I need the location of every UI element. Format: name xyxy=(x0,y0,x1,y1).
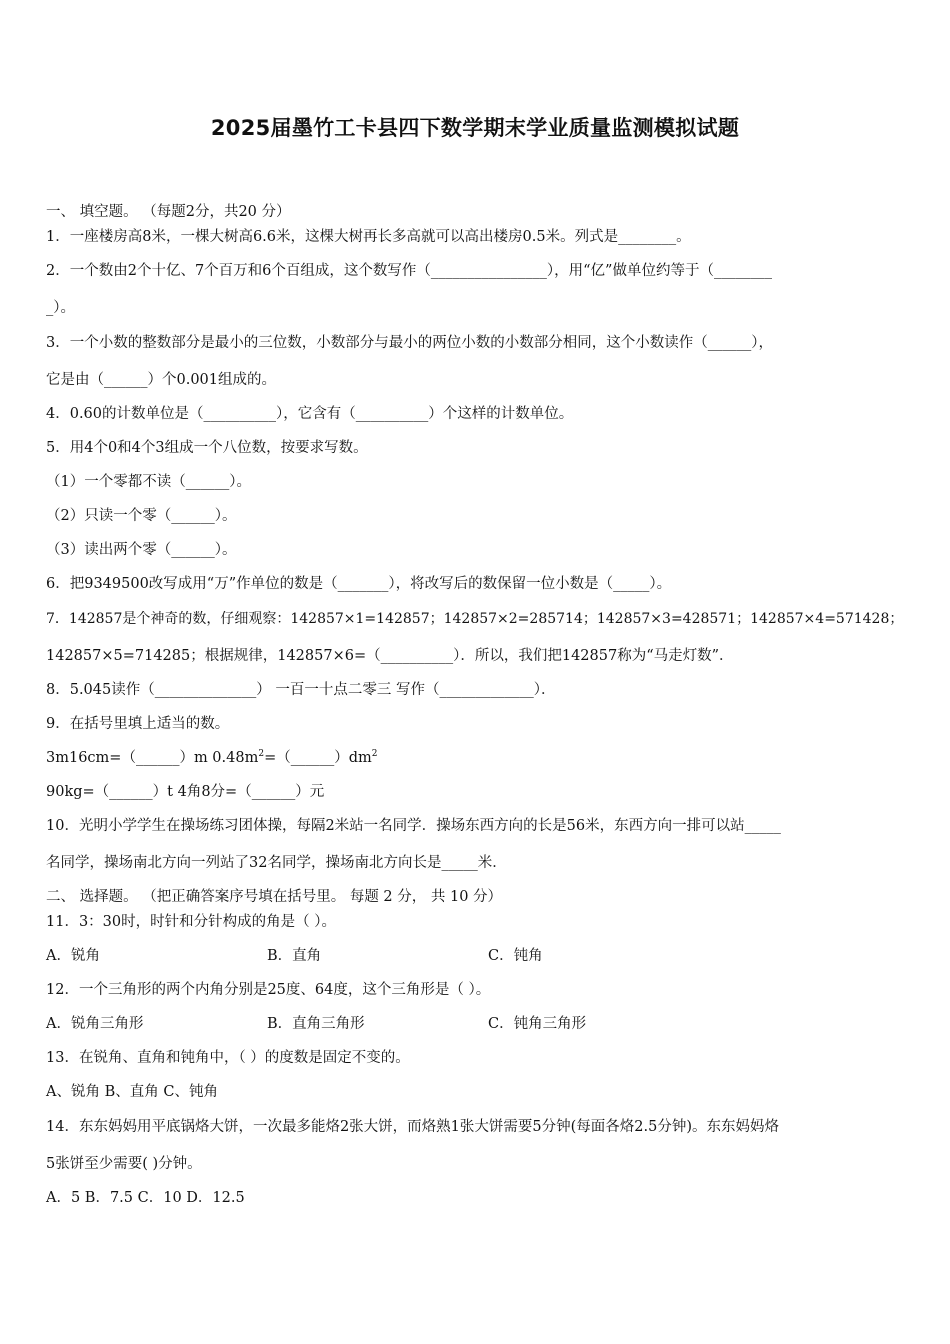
question-6: 6．把9349500改写成用“万”作单位的数是（_______），将改写后的数保留一位小数是（_____）。 xyxy=(46,576,672,592)
question-9: 9．在括号里填上适当的数。 xyxy=(46,716,230,732)
question-4: 4．0.60的计数单位是（__________），它含有（__________）个这样的计数单位。 xyxy=(46,406,574,422)
question-10-line-1: 10．光明小学学生在操场练习团体操，每隔2米站一名同学．操场东西方向的长是56米，东西方向一排可以站_____ xyxy=(46,818,781,834)
question-8: 8．5.045读作（______________） 一百一十点二零三 写作（_____________）． xyxy=(46,682,556,698)
section-heading-choice: 二、 选择题。 （把正确答案序号填在括号里。 每题 2 分， 共 10 分） xyxy=(46,889,503,905)
question-9-line-2: 90kg=（______）t 4角8分=（______）元 xyxy=(46,784,325,800)
option-c: C．钝角三角形 xyxy=(488,1016,587,1032)
question-11-options xyxy=(46,946,910,966)
option-a: A．锐角三角形 xyxy=(46,1016,144,1032)
question-12-options xyxy=(46,1014,910,1034)
question-13-options: A、锐角 B、直角 C、钝角 xyxy=(46,1084,218,1100)
question-5-part-1: （1）一个零都不读（______）。 xyxy=(46,474,251,490)
question-7-line-2: 142857×5=714285；根据规律，142857×6=（__________）．所以，我们把142857称为“马走灯数”． xyxy=(46,648,734,664)
question-1: 1．一座楼房高8米，一棵大树高6.6米，这棵大树再长多高就可以高出楼房0.5米。列式是________。 xyxy=(46,229,691,245)
q9-length-conversion: 3m16cm=（______）m 0.48m xyxy=(46,750,259,766)
question-14-line-2: 5张饼至少需要( )分钟。 xyxy=(46,1156,202,1172)
option-a: A．锐角 xyxy=(46,948,100,964)
option-b: B．直角三角形 xyxy=(267,1016,365,1032)
page-title: 2025届墨竹工卡县四下数学期末学业质量监测模拟试题 xyxy=(210,116,740,140)
superscript-2: 2 xyxy=(371,749,378,759)
option-b: B．直角 xyxy=(267,948,322,964)
question-14-line-1: 14．东东妈妈用平底锅烙大饼，一次最多能烙2张大饼，而烙熟1张大饼需要5分钟(每面各烙2.5分钟)。东东妈妈烙 xyxy=(46,1119,779,1135)
question-3-line-2: 它是由（______）个0.001组成的。 xyxy=(46,372,277,388)
question-10-line-2: 名同学，操场南北方向一列站了32名同学，操场南北方向长是_____米． xyxy=(46,855,507,871)
option-c: C．钝角 xyxy=(488,948,543,964)
question-5-part-2: （2）只读一个零（______）。 xyxy=(46,508,237,524)
question-2-line-2: _）。 xyxy=(46,300,75,316)
section-heading-fill-in: 一、 填空题。 （每题2分，共20 分） xyxy=(46,204,291,220)
question-9-line-1 xyxy=(46,748,910,768)
question-2-line-1: 2．一个数由2个十亿、7个百万和6个百组成，这个数写作（________________），用“亿”做单位约等于（________ xyxy=(46,263,772,279)
question-13: 13．在锐角、直角和钝角中，（ ）的度数是固定不变的。 xyxy=(46,1050,410,1066)
question-12: 12．一个三角形的两个内角分别是25度、64度，这个三角形是（ ）。 xyxy=(46,982,491,998)
question-5: 5．用4个0和4个3组成一个八位数，按要求写数。 xyxy=(46,440,368,456)
question-11: 11．3：30时，时针和分针构成的角是（ ）。 xyxy=(46,914,336,930)
question-7-line-1: 7．142857是个神奇的数，仔细观察：142857×1=142857；142857×2=285714；142857×3=428571；142857×4=571428； xyxy=(46,611,904,627)
question-14-options: A．5 B．7.5 C．10 D．12.5 xyxy=(46,1190,245,1206)
superscript-2: 2 xyxy=(258,749,265,759)
question-3-line-1: 3．一个小数的整数部分是最小的三位数，小数部分与最小的两位小数的小数部分相同，这个小数读作（______）， xyxy=(46,335,773,351)
q9-area-conversion: =（______）dm xyxy=(264,750,372,766)
question-5-part-3: （3）读出两个零（______）。 xyxy=(46,542,237,558)
